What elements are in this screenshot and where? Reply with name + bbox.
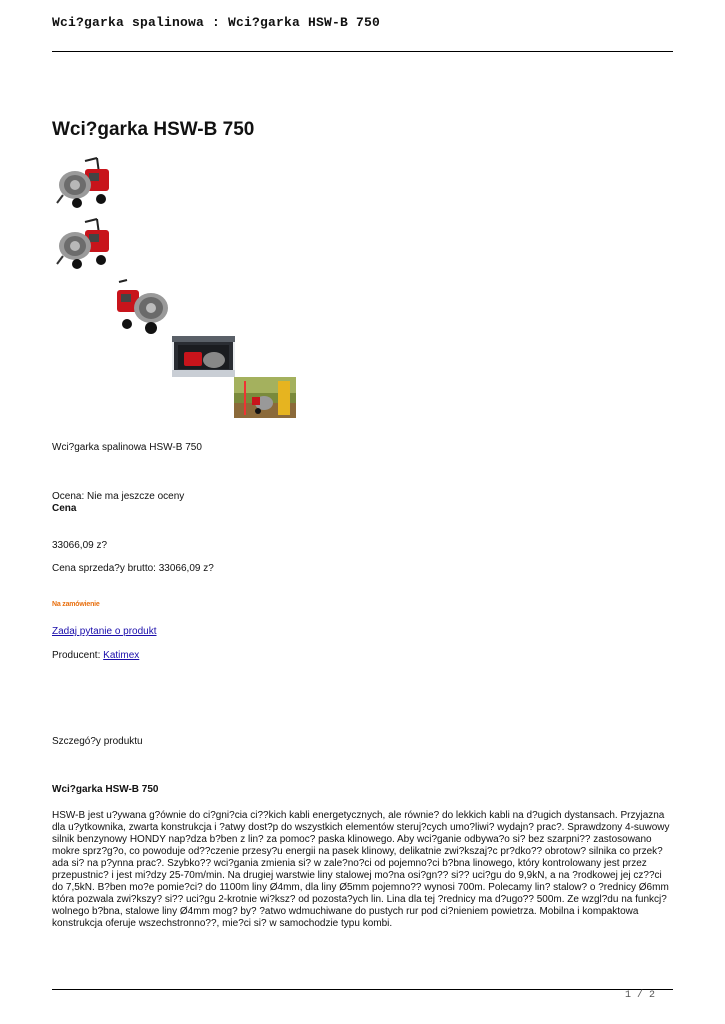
- document-header-title: Wci?garka spalinowa : Wci?garka HSW-B 750: [52, 15, 381, 30]
- producer-row: [52, 650, 139, 662]
- producer-link[interactable]: Katimex: [103, 650, 140, 661]
- rating-text: Ocena: Nie ma jeszcze oceny: [52, 491, 185, 502]
- footer-divider: [52, 989, 673, 990]
- product-details-label: Szczegó?y produktu: [52, 736, 143, 747]
- product-image-4[interactable]: [172, 336, 235, 377]
- ask-question-row: [52, 626, 157, 638]
- page-indicator: 1 / 2: [625, 990, 656, 1001]
- product-category-line: Wci?garka spalinowa HSW-B 750: [52, 442, 202, 453]
- ask-question-link[interactable]: Zadaj pytanie o produkt: [52, 626, 157, 637]
- gross-price: Cena sprzeda?y brutto: 33066,09 z?: [52, 563, 214, 574]
- producer-label: Producent:: [52, 650, 104, 661]
- product-image-1[interactable]: [55, 155, 113, 211]
- product-image-2[interactable]: [55, 216, 113, 272]
- availability-badge: Na zamówienie: [52, 601, 100, 608]
- page-title: Wci?garka HSW-B 750: [52, 119, 255, 140]
- product-image-3[interactable]: [113, 278, 171, 336]
- product-description: HSW-B jest u?ywana g?ównie do ci?gni?cia ci??kich kabli energetycznych, ale równie? do lekkich kabli na d?ugich dystansach. Przyjazna dla u?ytkownika, zwarta konstrukcja i ?atwy dost?p do wszystkich elementów steruj?cych umo?liwi? wydajn? prac?. Sprawdzony 4-suwowy silnik benzynowy HONDY nap?dza b?ben z lin? za pomoc? paska klinowego. Aby wci?ganie odbywa?o si? bez szarpni?? zastosowano mokre sprz?g?o, co powoduje od??czenie przesy?u energii na pasek klinowy, delikatnie zwi?kszaj?c pr?dko?? obrotow? silnika co przek?ada si? na p?ynna prac?. Szybko?? wci?gania zmienia si? w zale?no?ci od pojemno?ci b?bna linowego, który kontrolowany jest przez przepustnic? i jest mi?dzy 25-70m/min. Na drugiej warstwie liny stalowej mo?na osi?gn?? si?? uci?gu do 9,9kN, a na ?rodkowej jej cz??ci do 7,5kN. B?ben mo?e pomie?ci? do 1100m liny Ø4mm, dla liny Ø5mm pojemno?? wynosi 700m. Polecamy lin? stalow? o ?rednicy Ø6mm która pozwala zwi?kszy? si?? uci?gu 2-krotnie wi?ksz? od pozosta?ych lin. Lina dla tej ?rednicy ma d?ugo?? 500m. Ze wzgl?du na funkcj? wolnego b?bna, stalowe liny Ø4mm mog? by? ?atwo wdmuchiwane do pustych rur pod ci?nieniem powietrza. Mobilna i kompaktowa konstrukcja oferuje wszechstronno??, mie?ci si? w samochodzie typu kombi.: [52, 810, 670, 929]
- header-divider: [52, 51, 673, 52]
- price-label: Cena: [52, 503, 77, 514]
- details-heading: Wci?garka HSW-B 750: [52, 784, 159, 795]
- price-value: 33066,09 z?: [52, 540, 108, 551]
- product-image-5[interactable]: [234, 377, 296, 418]
